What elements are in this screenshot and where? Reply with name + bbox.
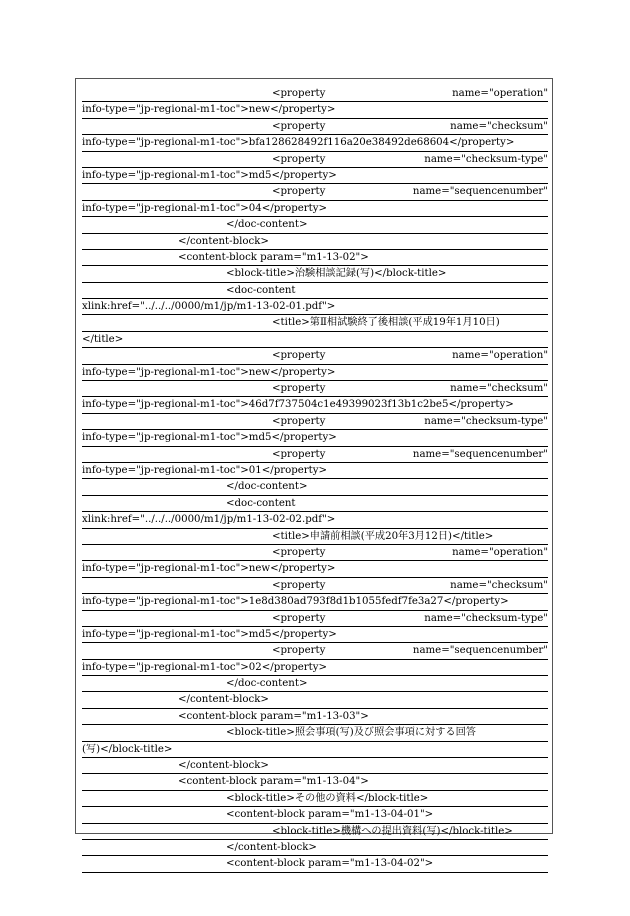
code-line xyxy=(82,332,548,348)
code-text: <block-title>機構への提出資料(写)</block-title> xyxy=(272,825,513,837)
code-text: <block-title>治験相談記録(写)</block-title> xyxy=(226,268,447,280)
code-line xyxy=(82,709,548,725)
code-text: <title>第Ⅱ相試験終了後相談(平成19年1月10日) xyxy=(272,317,500,329)
code-attribute: name="checksum-type" xyxy=(424,612,548,624)
code-text: info-type="jp-regional-m1-toc">new</property> xyxy=(82,104,336,116)
document-frame xyxy=(75,78,553,870)
code-text: <content-block param="m1-13-03"> xyxy=(178,710,369,722)
code-line xyxy=(82,660,548,676)
code-text: <property xyxy=(272,546,326,558)
code-line xyxy=(82,742,548,758)
code-text: <content-block param="m1-13-04-02"> xyxy=(226,858,434,870)
code-text: info-type="jp-regional-m1-toc">02</property> xyxy=(82,661,328,673)
code-line xyxy=(82,692,548,708)
code-line xyxy=(82,561,548,577)
code-line xyxy=(82,840,548,856)
code-attribute: name="operation" xyxy=(452,88,548,99)
code-attribute: name="checksum-type" xyxy=(424,153,548,165)
code-text: <property xyxy=(272,579,326,591)
code-text: <content-block param="m1-13-04-01"> xyxy=(226,809,434,821)
code-text: info-type="jp-regional-m1-toc">04</property> xyxy=(82,202,328,214)
code-line xyxy=(82,496,548,512)
code-line xyxy=(82,479,548,495)
code-text: <property xyxy=(272,350,326,362)
code-text: (写)</block-title> xyxy=(82,743,173,755)
code-line xyxy=(82,201,548,217)
code-line xyxy=(82,86,548,102)
code-text: <property xyxy=(272,448,326,460)
code-line xyxy=(82,545,548,561)
code-text: <property xyxy=(272,383,326,395)
code-line xyxy=(82,315,548,331)
code-text: <property xyxy=(272,153,326,165)
code-line xyxy=(82,250,548,266)
code-line xyxy=(82,611,548,627)
code-text: </content-block> xyxy=(178,694,269,706)
code-text: <doc-content xyxy=(226,497,296,509)
code-line xyxy=(82,430,548,446)
code-line xyxy=(82,676,548,692)
code-text: xlink:href="../../../0000/m1/jp/m1-13-02-01.pdf"> xyxy=(82,301,336,313)
code-line xyxy=(82,381,548,397)
code-attribute: name="checksum" xyxy=(450,383,548,395)
code-text: xlink:href="../../../0000/m1/jp/m1-13-02-02.pdf"> xyxy=(82,514,336,526)
code-line xyxy=(82,119,548,135)
code-text: info-type="jp-regional-m1-toc">46d7f737504c1e49399023f13b1c2be5</property> xyxy=(82,399,514,411)
code-text: <property xyxy=(272,612,326,624)
code-line xyxy=(82,463,548,479)
code-text: <doc-content xyxy=(226,284,296,296)
code-text: </doc-content> xyxy=(226,219,308,231)
code-text: </doc-content> xyxy=(226,481,308,493)
code-attribute: name="checksum" xyxy=(450,579,548,591)
code-line xyxy=(82,168,548,184)
code-text: <content-block param="m1-13-04"> xyxy=(178,776,369,788)
code-attribute: name="sequencenumber" xyxy=(412,448,548,460)
code-text: info-type="jp-regional-m1-toc">md5</property> xyxy=(82,432,337,444)
code-line xyxy=(82,283,548,299)
code-line xyxy=(82,807,548,823)
code-line xyxy=(82,135,548,151)
code-text: <title>申請前相談(平成20年3月12日)</title> xyxy=(272,530,494,542)
code-line xyxy=(82,856,548,872)
code-line xyxy=(82,791,548,807)
code-attribute: name="sequencenumber" xyxy=(412,186,548,198)
code-line xyxy=(82,299,548,315)
code-line xyxy=(82,758,548,774)
code-attribute: name="sequencenumber" xyxy=(412,645,548,657)
code-attribute: name="checksum" xyxy=(450,120,548,132)
code-line xyxy=(82,184,548,200)
code-text: <block-title>照会事項(写)及び照会事項に対する回答 xyxy=(226,727,476,739)
code-text: <block-title>その他の資料</block-title> xyxy=(226,792,429,804)
code-line xyxy=(82,725,548,741)
code-line xyxy=(82,447,548,463)
code-attribute: name="operation" xyxy=(452,350,548,362)
code-text: info-type="jp-regional-m1-toc">md5</property> xyxy=(82,169,337,181)
code-line xyxy=(82,365,548,381)
code-line xyxy=(82,266,548,282)
code-line xyxy=(82,824,548,840)
code-text: info-type="jp-regional-m1-toc">md5</property> xyxy=(82,628,337,640)
code-text: info-type="jp-regional-m1-toc">new</property> xyxy=(82,366,336,378)
code-line xyxy=(82,529,548,545)
code-attribute: name="operation" xyxy=(452,546,548,558)
code-line xyxy=(82,234,548,250)
code-text: </content-block> xyxy=(178,235,269,247)
code-text: <property xyxy=(272,645,326,657)
code-line xyxy=(82,102,548,118)
code-line xyxy=(82,152,548,168)
code-text: </doc-content> xyxy=(226,678,308,690)
code-listing xyxy=(76,86,552,873)
code-line xyxy=(82,397,548,413)
code-line xyxy=(82,578,548,594)
code-text: info-type="jp-regional-m1-toc">bfa128628492f116a20e38492de68604</property> xyxy=(82,137,515,149)
code-text: <content-block param="m1-13-02"> xyxy=(178,251,369,263)
code-line xyxy=(82,512,548,528)
code-text: </content-block> xyxy=(178,760,269,772)
code-text: </content-block> xyxy=(226,841,317,853)
code-attribute: name="checksum-type" xyxy=(424,415,548,427)
code-text: <property xyxy=(272,415,326,427)
code-text: <property xyxy=(272,120,326,132)
code-text: info-type="jp-regional-m1-toc">01</property> xyxy=(82,464,328,476)
code-text: <property xyxy=(272,186,326,198)
code-text: info-type="jp-regional-m1-toc">new</property> xyxy=(82,563,336,575)
code-text: <property xyxy=(272,88,326,99)
code-text: </title> xyxy=(82,333,124,345)
code-line xyxy=(82,594,548,610)
code-line xyxy=(82,414,548,430)
code-text: info-type="jp-regional-m1-toc">1e8d380ad793f8d1b1055fedf7fe3a27</property> xyxy=(82,596,509,608)
code-line xyxy=(82,217,548,233)
code-line xyxy=(82,774,548,790)
code-line xyxy=(82,627,548,643)
code-line xyxy=(82,348,548,364)
code-line xyxy=(82,643,548,659)
